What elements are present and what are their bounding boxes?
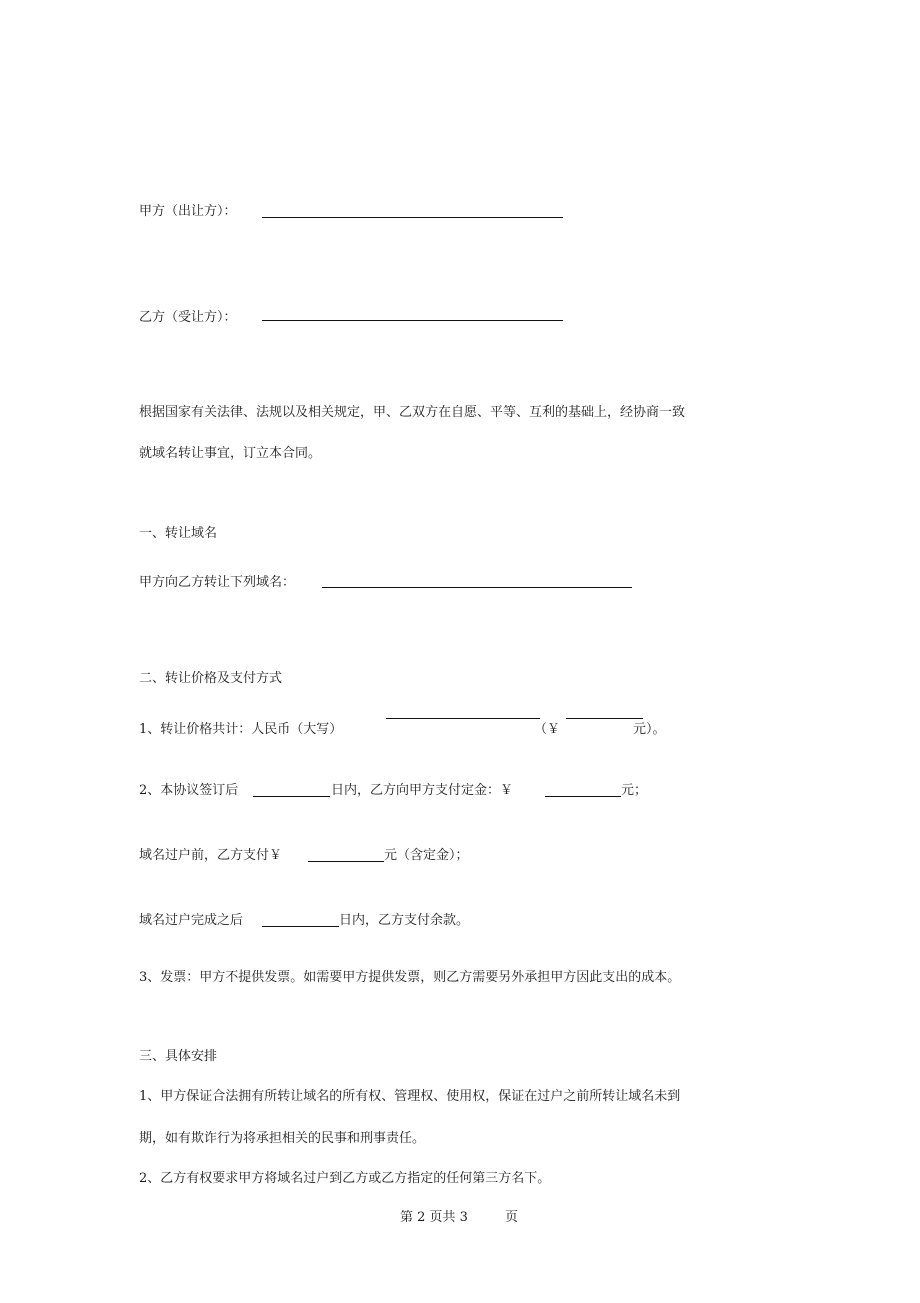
price-close: 元）。: [633, 722, 666, 737]
before-transfer-end: 元（含定金）；: [384, 848, 469, 863]
section-2-heading: 二、转让价格及支付方式: [139, 671, 283, 686]
after-transfer-end: 日内，乙方支付余款。: [339, 913, 470, 928]
intro-line-1: 根据国家有关法律、法规以及相关规定，甲、乙双方在自愿、平等、互利的基础上，经协商一致: [139, 405, 686, 420]
section-3-item-2: 2、乙方有权要求甲方将域名过户到乙方或乙方指定的任何第三方名下。: [139, 1171, 551, 1186]
section-3-heading: 三、具体安排: [139, 1049, 218, 1064]
section-1-heading: 一、转让域名: [139, 526, 218, 541]
price-number-blank[interactable]: [566, 718, 643, 719]
intro-line-2: 就域名转让事宜，订立本合同。: [139, 446, 322, 461]
page-number: 第 2 页共 3: [400, 1210, 468, 1225]
deposit-amount-blank[interactable]: [545, 796, 621, 797]
price-open: （￥: [534, 722, 561, 737]
domain-blank[interactable]: [322, 587, 632, 588]
deposit-mid: 日内，乙方向甲方支付定金：￥: [331, 783, 514, 798]
party-b-label: 乙方（受让方）：: [139, 310, 237, 325]
price-uppercase-blank[interactable]: [386, 718, 540, 719]
price-label: 1、转让价格共计：人民币（大写）: [139, 722, 343, 737]
after-transfer-label: 域名过户完成之后: [139, 913, 244, 928]
deposit-days-blank[interactable]: [253, 796, 330, 797]
after-transfer-days-blank[interactable]: [262, 926, 339, 927]
before-transfer-label: 域名过户前，乙方支付￥: [139, 848, 283, 863]
party-a-blank[interactable]: [262, 217, 563, 218]
before-transfer-blank[interactable]: [308, 861, 384, 862]
party-a-label: 甲方（出让方）：: [139, 204, 237, 219]
deposit-label: 2、本协议签订后: [139, 783, 239, 798]
page-suffix: 页: [505, 1210, 519, 1225]
section-1-text: 甲方向乙方转让下列域名：: [139, 575, 296, 590]
invoice-clause: 3、发票：甲方不提供发票。如需要甲方提供发票，则乙方需要另外承担甲方因此支出的成本。: [139, 970, 681, 985]
deposit-end: 元；: [621, 783, 648, 798]
party-b-blank[interactable]: [262, 320, 563, 321]
section-3-item-1-line-2: 期，如有欺诈行为将承担相关的民事和刑事责任。: [139, 1131, 426, 1146]
section-3-item-1-line-1: 1、甲方保证合法拥有所转让域名的所有权、管理权、使用权，保证在过户之前所转让域名未到: [139, 1089, 681, 1104]
